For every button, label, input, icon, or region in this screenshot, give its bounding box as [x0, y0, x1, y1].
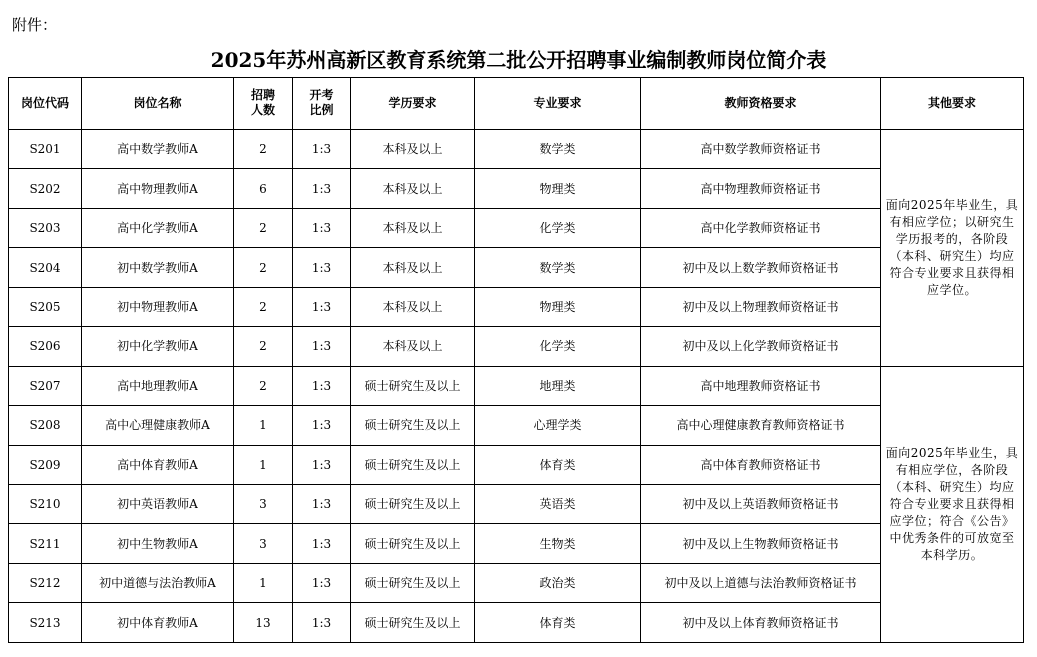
cell-qualification: 高中数学教师资格证书 — [641, 129, 881, 168]
header-other: 其他要求 — [881, 78, 1024, 130]
table-row — [9, 524, 1024, 563]
cell-qualification: 高中地理教师资格证书 — [641, 366, 881, 405]
cell-name: 初中生物教师A — [82, 524, 234, 563]
cell-ratio: 1:3 — [293, 169, 351, 208]
positions-table — [8, 77, 1024, 643]
cell-major: 体育类 — [475, 603, 641, 643]
cell-ratio: 1:3 — [293, 406, 351, 445]
header-code: 岗位代码 — [9, 78, 82, 130]
cell-count: 2 — [234, 287, 293, 326]
cell-count: 13 — [234, 603, 293, 643]
cell-education: 本科及以上 — [351, 129, 475, 168]
cell-education: 本科及以上 — [351, 248, 475, 287]
cell-code: S207 — [9, 366, 82, 405]
cell-qualification: 初中及以上化学教师资格证书 — [641, 327, 881, 366]
cell-name: 初中物理教师A — [82, 287, 234, 326]
cell-count: 2 — [234, 327, 293, 366]
table-row — [9, 129, 1024, 168]
cell-education: 硕士研究生及以上 — [351, 563, 475, 602]
cell-name: 高中体育教师A — [82, 445, 234, 484]
cell-education: 硕士研究生及以上 — [351, 445, 475, 484]
cell-education: 硕士研究生及以上 — [351, 366, 475, 405]
cell-code: S209 — [9, 445, 82, 484]
cell-count: 3 — [234, 524, 293, 563]
cell-ratio: 1:3 — [293, 129, 351, 168]
cell-count: 2 — [234, 248, 293, 287]
cell-name: 高中化学教师A — [82, 208, 234, 247]
header-ratio: 开考 比例 — [293, 78, 351, 130]
cell-count: 2 — [234, 366, 293, 405]
header-education: 学历要求 — [351, 78, 475, 130]
header-row — [9, 78, 1024, 130]
cell-ratio: 1:3 — [293, 563, 351, 602]
cell-major: 政治类 — [475, 563, 641, 602]
cell-education: 硕士研究生及以上 — [351, 603, 475, 643]
cell-name: 初中化学教师A — [82, 327, 234, 366]
cell-major: 生物类 — [475, 524, 641, 563]
cell-name: 初中英语教师A — [82, 485, 234, 524]
cell-code: S212 — [9, 563, 82, 602]
cell-count: 1 — [234, 445, 293, 484]
table-row — [9, 208, 1024, 247]
cell-name: 初中体育教师A — [82, 603, 234, 643]
cell-code: S203 — [9, 208, 82, 247]
cell-count: 3 — [234, 485, 293, 524]
header-name: 岗位名称 — [82, 78, 234, 130]
cell-education: 硕士研究生及以上 — [351, 406, 475, 445]
cell-major: 地理类 — [475, 366, 641, 405]
cell-code: S208 — [9, 406, 82, 445]
cell-qualification: 初中及以上物理教师资格证书 — [641, 287, 881, 326]
cell-code: S201 — [9, 129, 82, 168]
cell-ratio: 1:3 — [293, 524, 351, 563]
header-qualification: 教师资格要求 — [641, 78, 881, 130]
cell-education: 本科及以上 — [351, 208, 475, 247]
cell-name: 高中物理教师A — [82, 169, 234, 208]
cell-other-requirements: 面向2025年毕业生，具有相应学位，各阶段（本科、研究生）均应符合专业要求且获得相应学位；符合《公告》中优秀条件的可放宽至本科学历。 — [881, 366, 1024, 642]
cell-count: 2 — [234, 129, 293, 168]
cell-major: 体育类 — [475, 445, 641, 484]
table-row — [9, 563, 1024, 602]
cell-ratio: 1:3 — [293, 327, 351, 366]
cell-name: 高中数学教师A — [82, 129, 234, 168]
cell-qualification: 初中及以上英语教师资格证书 — [641, 485, 881, 524]
attachment-label: 附件： — [12, 16, 58, 34]
cell-major: 心理学类 — [475, 406, 641, 445]
cell-major: 数学类 — [475, 248, 641, 287]
table-row — [9, 485, 1024, 524]
cell-code: S206 — [9, 327, 82, 366]
header-count: 招聘 人数 — [234, 78, 293, 130]
cell-qualification: 初中及以上数学教师资格证书 — [641, 248, 881, 287]
header-major: 专业要求 — [475, 78, 641, 130]
cell-ratio: 1:3 — [293, 366, 351, 405]
cell-education: 本科及以上 — [351, 169, 475, 208]
cell-code: S205 — [9, 287, 82, 326]
cell-qualification: 初中及以上道德与法治教师资格证书 — [641, 563, 881, 602]
cell-major: 数学类 — [475, 129, 641, 168]
cell-education: 硕士研究生及以上 — [351, 524, 475, 563]
cell-major: 英语类 — [475, 485, 641, 524]
cell-count: 6 — [234, 169, 293, 208]
cell-code: S202 — [9, 169, 82, 208]
cell-qualification: 初中及以上体育教师资格证书 — [641, 603, 881, 643]
cell-ratio: 1:3 — [293, 485, 351, 524]
cell-ratio: 1:3 — [293, 603, 351, 643]
cell-ratio: 1:3 — [293, 248, 351, 287]
cell-qualification: 高中体育教师资格证书 — [641, 445, 881, 484]
cell-count: 2 — [234, 208, 293, 247]
page-title: 2025年苏州高新区教育系统第二批公开招聘事业编制教师岗位简介表 — [210, 48, 827, 72]
table-row — [9, 445, 1024, 484]
cell-major: 化学类 — [475, 208, 641, 247]
table-row — [9, 248, 1024, 287]
cell-name: 高中地理教师A — [82, 366, 234, 405]
cell-ratio: 1:3 — [293, 208, 351, 247]
table-row — [9, 169, 1024, 208]
cell-major: 物理类 — [475, 287, 641, 326]
table-row — [9, 327, 1024, 366]
cell-name: 高中心理健康教师A — [82, 406, 234, 445]
cell-qualification: 初中及以上生物教师资格证书 — [641, 524, 881, 563]
cell-name: 初中道德与法治教师A — [82, 563, 234, 602]
table-row — [9, 287, 1024, 326]
cell-qualification: 高中心理健康教育教师资格证书 — [641, 406, 881, 445]
table-row — [9, 406, 1024, 445]
cell-education: 本科及以上 — [351, 287, 475, 326]
table-row — [9, 366, 1024, 405]
cell-qualification: 高中化学教师资格证书 — [641, 208, 881, 247]
cell-code: S204 — [9, 248, 82, 287]
cell-code: S213 — [9, 603, 82, 643]
cell-education: 本科及以上 — [351, 327, 475, 366]
cell-code: S210 — [9, 485, 82, 524]
cell-count: 1 — [234, 563, 293, 602]
cell-qualification: 高中物理教师资格证书 — [641, 169, 881, 208]
cell-other-requirements: 面向2025年毕业生，具有相应学位；以研究生学历报考的，各阶段（本科、研究生）均应符合专业要求且获得相应学位。 — [881, 129, 1024, 366]
cell-name: 初中数学教师A — [82, 248, 234, 287]
cell-ratio: 1:3 — [293, 287, 351, 326]
table-row — [9, 603, 1024, 643]
cell-major: 物理类 — [475, 169, 641, 208]
cell-count: 1 — [234, 406, 293, 445]
cell-code: S211 — [9, 524, 82, 563]
cell-ratio: 1:3 — [293, 445, 351, 484]
cell-education: 硕士研究生及以上 — [351, 485, 475, 524]
cell-major: 化学类 — [475, 327, 641, 366]
